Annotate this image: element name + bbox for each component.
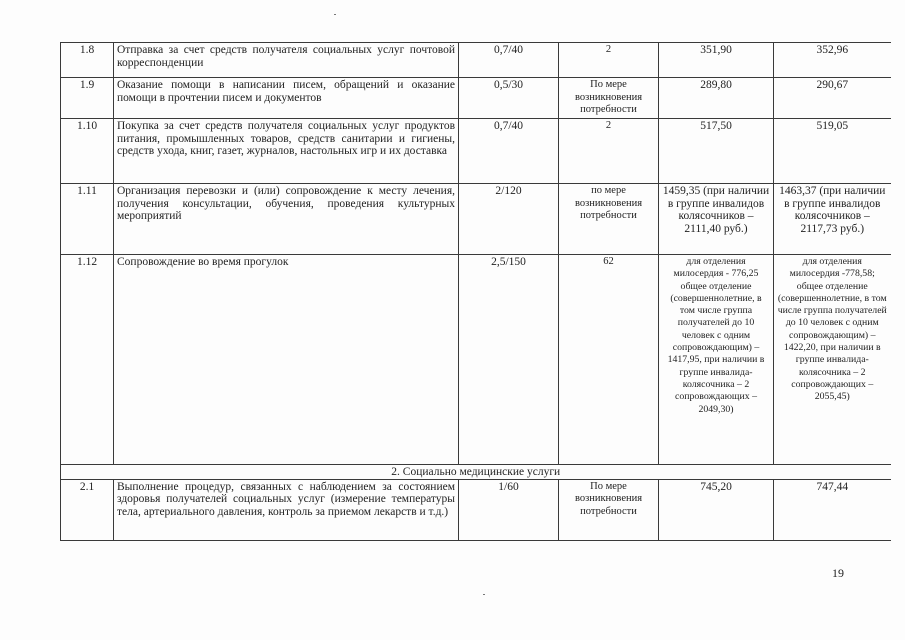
- service-description: Оказание помощи в написании писем, обращений и оказание помощи в прочтении писем и документов: [114, 78, 459, 119]
- row-number: 1.8: [61, 43, 114, 78]
- service-description: Отправка за счет средств получателя социальных услуг почтовой корреспонденции: [114, 43, 459, 78]
- frequency: По мере возникновения потребности: [559, 78, 659, 119]
- time-norm: 0,7/40: [459, 119, 559, 184]
- row-number: 1.11: [61, 184, 114, 255]
- service-description: Покупка за счет средств получателя социальных услуг продуктов питания, промышленных товаров, средств санитарии и гигиены, средств ухода, книг, газет, журналов, настольных игр и их доставка: [114, 119, 459, 184]
- time-norm: 2,5/150: [459, 255, 559, 465]
- service-description: Выполнение процедур, связанных с наблюдением за состоянием здоровья получателей социальных услуг (измерение температуры тела, артериального давления, контроль за приемом лекарств и т.д.): [114, 479, 459, 540]
- price-2: 290,67: [774, 78, 891, 119]
- page-number: 19: [832, 566, 844, 580]
- table-row: [61, 78, 891, 119]
- time-norm: 1/60: [459, 479, 559, 540]
- section-row: [61, 465, 891, 480]
- price-1: для отделения милосердия - 776,25 общее отделение (совершеннолетние, в том числе группа получателей до 10 человек с одним сопровождающим) – 1417,95, при наличии в группе инвалида-колясочника – 2 сопровождающих – 2049,30): [659, 255, 774, 465]
- price-2: 747,44: [774, 479, 891, 540]
- frequency: По мере возникновения потребности: [559, 479, 659, 540]
- row-number: 2.1: [61, 479, 114, 540]
- price-1: 1459,35 (при наличии в группе инвалидов колясочников – 2111,40 руб.): [659, 184, 774, 255]
- time-norm: 2/120: [459, 184, 559, 255]
- price-2: 1463,37 (при наличии в группе инвалидов колясочников – 2117,73 руб.): [774, 184, 891, 255]
- table-row: [61, 184, 891, 255]
- price-2: для отделения милосердия -778,58; общее отделение (совершеннолетние, в том числе группа получателей до 10 человек с одним сопровождающим) –1422,20, при наличии в группе инвалида-колясочника – 2 сопровождающих – 2055,45): [774, 255, 891, 465]
- frequency: 2: [559, 43, 659, 78]
- row-number: 1.10: [61, 119, 114, 184]
- price-1: 289,80: [659, 78, 774, 119]
- price-2: 352,96: [774, 43, 891, 78]
- frequency: 2: [559, 119, 659, 184]
- time-norm: 0,5/30: [459, 78, 559, 119]
- scan-speck: [334, 14, 336, 15]
- price-1: 351,90: [659, 43, 774, 78]
- frequency: 62: [559, 255, 659, 465]
- price-2: 519,05: [774, 119, 891, 184]
- time-norm: 0,7/40: [459, 43, 559, 78]
- services-table: [60, 42, 891, 541]
- section-title: 2. Социально медицинские услуги: [61, 465, 891, 480]
- price-1: 745,20: [659, 479, 774, 540]
- price-1: 517,50: [659, 119, 774, 184]
- service-description: Сопровождение во время прогулок: [114, 255, 459, 465]
- service-description: Организация перевозки и (или) сопровождение к месту лечения, получения консультации, обучения, проведения культурных мероприятий: [114, 184, 459, 255]
- row-number: 1.12: [61, 255, 114, 465]
- table-row: [61, 479, 891, 540]
- frequency: по мере возникновения потребности: [559, 184, 659, 255]
- table-row: [61, 255, 891, 465]
- table-row: [61, 43, 891, 78]
- row-number: 1.9: [61, 78, 114, 119]
- scan-speck: [483, 594, 485, 595]
- table-row: [61, 119, 891, 184]
